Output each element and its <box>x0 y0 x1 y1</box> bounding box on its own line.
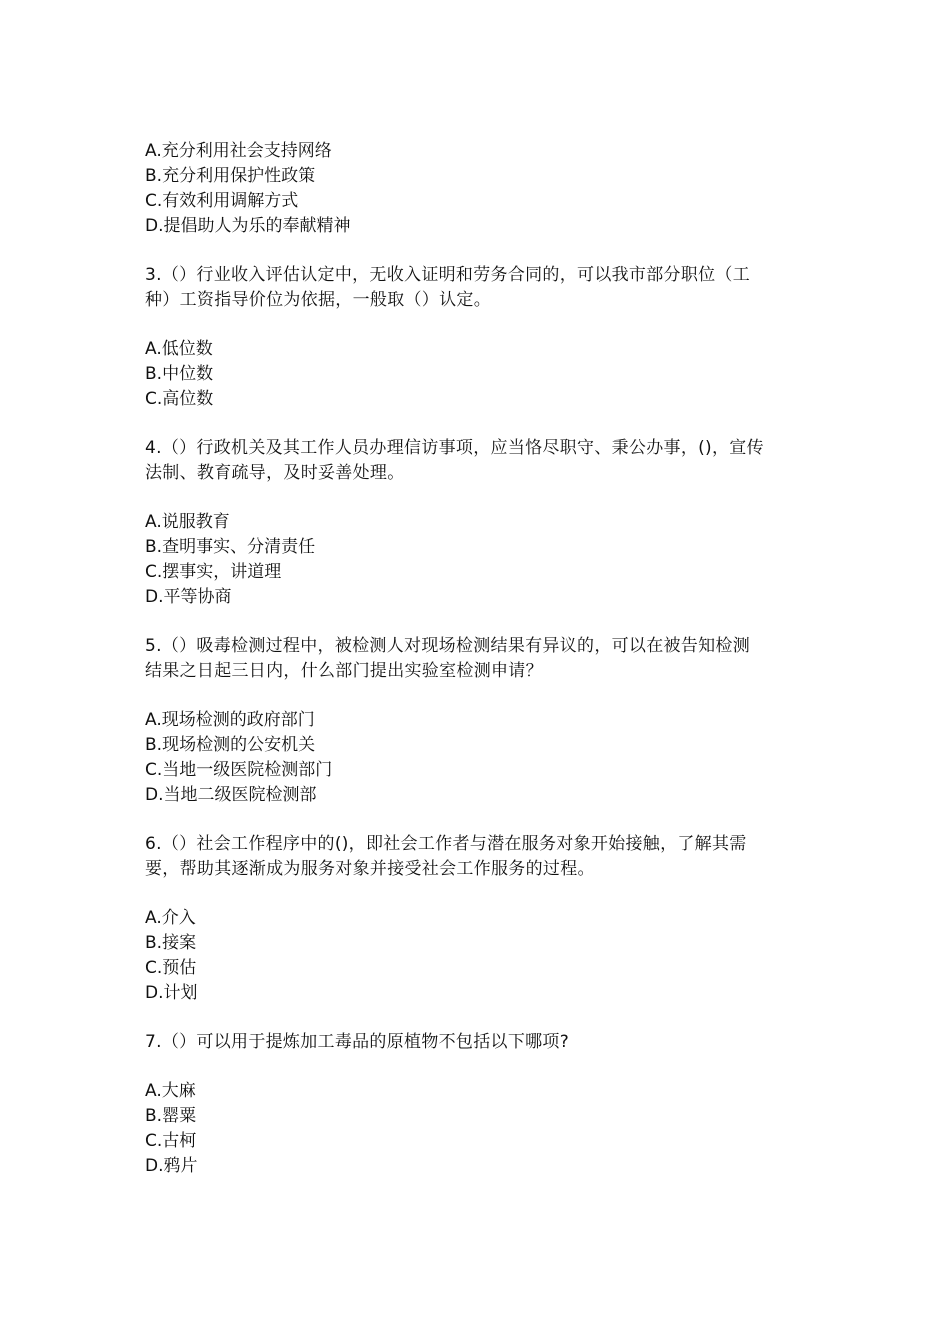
option-b: B.充分利用保护性政策 <box>145 166 316 186</box>
option-d: D.鸦片 <box>145 1156 198 1176</box>
option-list <box>145 139 810 239</box>
question-text-line: 4.（）行政机关及其工作人员办理信访事项，应当恪尽职守、秉公办事，()，宣传 <box>145 438 764 458</box>
option-c: C.预估 <box>145 958 197 978</box>
option-b: B.中位数 <box>145 364 214 384</box>
option-c: C.古柯 <box>145 1131 197 1151</box>
option-a: A.低位数 <box>145 339 213 359</box>
question-7 <box>145 1030 810 1179</box>
option-c: C.高位数 <box>145 389 214 409</box>
option-d: D.当地二级医院检测部 <box>145 785 317 805</box>
question-text-line: 结果之日起三日内，什么部门提出实验室检测申请？ <box>145 661 543 681</box>
question-3 <box>145 263 810 412</box>
option-d: D.平等协商 <box>145 587 232 607</box>
option-a: A.充分利用社会支持网络 <box>145 141 332 161</box>
question-text-line: 要，帮助其逐渐成为服务对象并接受社会工作服务的过程。 <box>145 859 595 879</box>
question-text-line: 法制、教育疏导，及时妥善处理。 <box>145 463 405 483</box>
option-a: A.说服教育 <box>145 512 230 532</box>
option-a: A.大麻 <box>145 1081 196 1101</box>
option-a: A.介入 <box>145 908 196 928</box>
option-b: B.接案 <box>145 933 197 953</box>
question-5 <box>145 634 810 808</box>
question-text-line: 7.（）可以用于提炼加工毒品的原植物不包括以下哪项? <box>145 1032 570 1052</box>
option-c: C.当地一级医院检测部门 <box>145 760 333 780</box>
option-d: D.计划 <box>145 983 198 1003</box>
question-text-line: 5.（）吸毒检测过程中，被检测人对现场检测结果有异议的，可以在被告知检测 <box>145 636 751 656</box>
question-text-line: 种）工资指导价位为依据，一般取（）认定。 <box>145 290 491 310</box>
option-d: D.提倡助人为乐的奉献精神 <box>145 216 351 236</box>
option-c: C.摆事实，讲道理 <box>145 562 282 582</box>
question-4 <box>145 436 810 610</box>
question-text-line: 6.（）社会工作程序中的()，即社会工作者与潜在服务对象开始接触，了解其需 <box>145 834 747 854</box>
option-b: B.罂粟 <box>145 1106 197 1126</box>
document-page <box>145 139 810 1179</box>
question-text-line: 3.（）行业收入评估认定中，无收入证明和劳务合同的，可以我市部分职位（工 <box>145 265 751 285</box>
option-c: C.有效利用调解方式 <box>145 191 299 211</box>
question-6 <box>145 832 810 1006</box>
option-b: B.查明事实、分清责任 <box>145 537 316 557</box>
option-b: B.现场检测的公安机关 <box>145 735 316 755</box>
option-a: A.现场检测的政府部门 <box>145 710 315 730</box>
